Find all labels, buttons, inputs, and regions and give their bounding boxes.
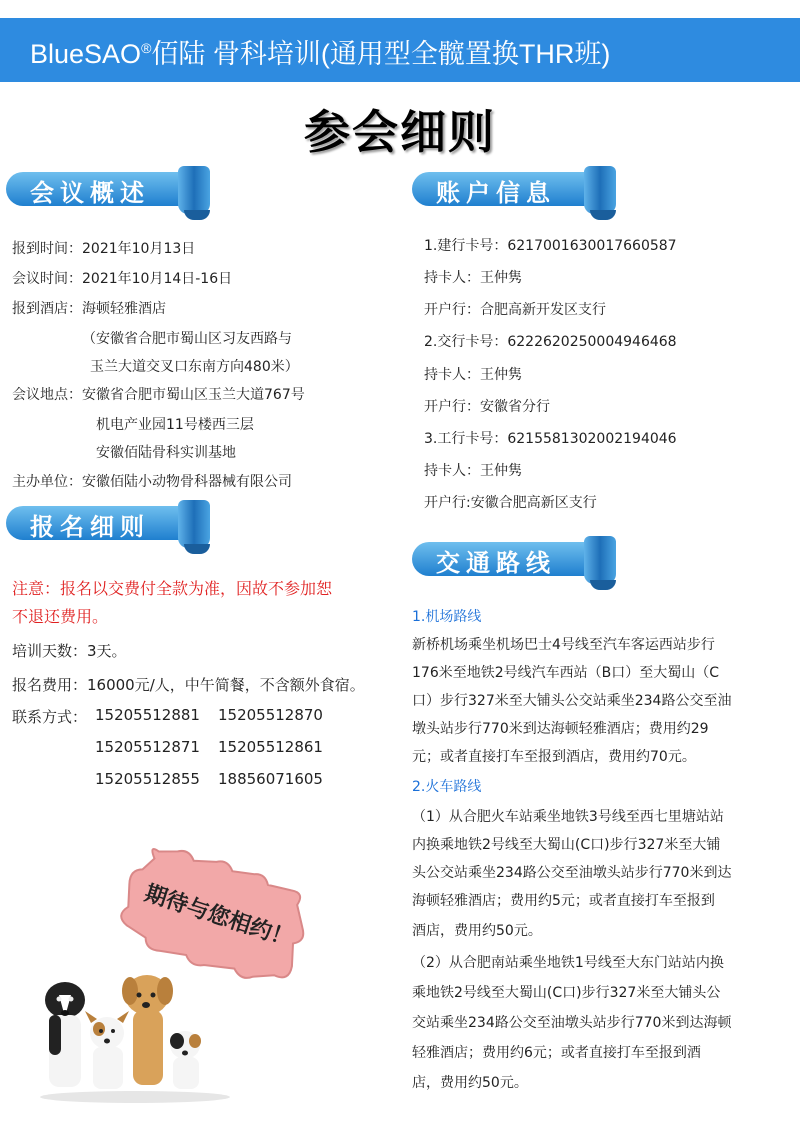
- page-title: 参会细则: [304, 105, 496, 159]
- overview-line: 机电产业园11号楼西三层: [96, 417, 254, 433]
- account-line: 持卡人：王仲隽: [424, 463, 522, 479]
- account-line: 开户行：安徽省分行: [424, 399, 550, 415]
- overview-line: 报到时间：2021年10月13日: [12, 241, 196, 257]
- route-line: 海顿轻雅酒店；费用约5元；或者直接打车至报到: [412, 893, 715, 909]
- overview-line: 玉兰大道交叉口东南方向480米）: [90, 359, 299, 375]
- scroll-icon: [178, 500, 210, 548]
- account-line: 3.工行卡号：6215581302002194046: [424, 431, 677, 447]
- scroll-icon: [178, 166, 210, 214]
- account-line: 开户行：合肥高新开发区支行: [424, 302, 606, 318]
- account-line: 持卡人：王仲隽: [424, 270, 522, 286]
- section-header-transport: 交通路线: [412, 536, 612, 580]
- scroll-icon: [584, 536, 616, 584]
- route-line: 内换乘地铁2号线至大蜀山(C口)步行327米至大铺: [412, 837, 721, 853]
- banner-title: BlueSAO®佰陆 骨科培训(通用型全髋置换THR班): [30, 39, 611, 69]
- section-header-overview: 会议概述: [6, 166, 206, 210]
- phone-number: 15205512855: [95, 770, 200, 788]
- route-line: 店，费用约50元。: [412, 1075, 528, 1091]
- account-line: 开户行:安徽合肥高新区支行: [424, 495, 597, 511]
- route-line: 酒店，费用约50元。: [412, 923, 542, 939]
- route-line: 交站乘坐234路公交至油墩头站步行770米到达海顿: [412, 1015, 732, 1031]
- phone-number: 15205512871: [95, 738, 200, 756]
- notice-text: 不退还费用。: [12, 607, 109, 626]
- overview-line: 会议时间：2021年10月14日-16日: [12, 271, 233, 287]
- phone-number: 15205512870: [218, 706, 323, 724]
- top-banner: [0, 18, 800, 82]
- notice-text: 注意：报名以交费付全款为准，因故不参加恕: [12, 579, 333, 598]
- route-line: 口）步行327米至大铺头公交站乘坐234路公交至油: [412, 693, 732, 709]
- overview-line: 主办单位：安徽佰陆小动物骨科器械有限公司: [12, 474, 292, 490]
- route-line: 头公交站乘坐234路公交至油墩头站步行770米到达: [412, 865, 732, 881]
- overview-line: 会议地点：安徽省合肥市蜀山区玉兰大道767号: [12, 387, 305, 403]
- route-line: （1）从合肥火车站乘坐地铁3号线至西七里塘站站: [412, 809, 724, 825]
- overview-line: 报到酒店：海顿轻雅酒店: [12, 301, 166, 317]
- route-line: 乘地铁2号线至大蜀山(C口)步行327米至大铺头公: [412, 985, 721, 1001]
- route-line: 轻雅酒店；费用约6元；或者直接打车至报到酒: [412, 1045, 701, 1061]
- overview-line: （安徽省合肥市蜀山区习友西路与: [82, 331, 292, 347]
- registration-fee: 报名费用：16000元/人，中午简餐，不含额外食宿。: [12, 676, 365, 694]
- account-line: 2.交行卡号：6222620250004946468: [424, 334, 677, 350]
- account-line: 持卡人：王仲隽: [424, 367, 522, 383]
- phone-number: 15205512881: [95, 706, 200, 724]
- scroll-icon: [584, 166, 616, 214]
- section-header-registration: 报名细则: [6, 500, 206, 544]
- route-line: 176米至地铁2号线汽车西站（B口）至大蜀山（C: [412, 665, 720, 681]
- training-days: 培训天数：3天。: [12, 642, 127, 660]
- phone-number: 18856071605: [218, 770, 323, 788]
- phone-number: 15205512861: [218, 738, 323, 756]
- route-line: 元；或者直接打车至报到酒店，费用约70元。: [412, 749, 696, 765]
- route-line: 墩头站步行770米到达海顿轻雅酒店；费用约29: [412, 721, 709, 737]
- account-line: 1.建行卡号：6217001630017660587: [424, 238, 677, 254]
- dogs-illustration: [35, 955, 235, 1105]
- section-header-accounts: 账户信息: [412, 166, 612, 210]
- overview-line: 安徽佰陆骨科实训基地: [96, 445, 236, 461]
- route-title-airport: 1.机场路线: [412, 609, 482, 625]
- contact-label: 联系方式：: [12, 708, 88, 726]
- route-title-train: 2.火车路线: [412, 779, 482, 795]
- route-line: 新桥机场乘坐机场巴士4号线至汽车客运西站步行: [412, 637, 715, 653]
- speech-bubble: 期待与您相约！: [108, 833, 323, 996]
- route-line: （2）从合肥南站乘坐地铁1号线至大东门站站内换: [412, 955, 724, 971]
